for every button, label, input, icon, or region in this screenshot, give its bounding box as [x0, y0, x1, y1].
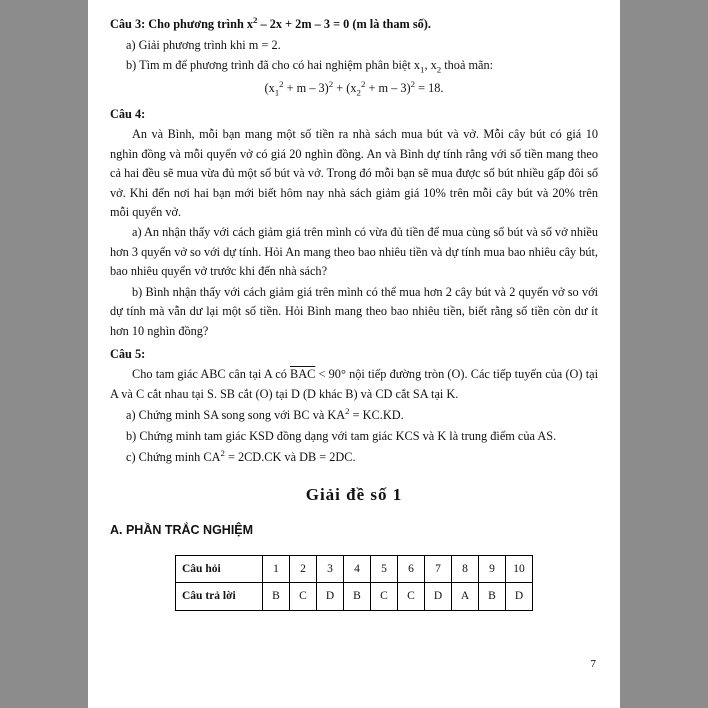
page-content: [110, 14, 598, 611]
row-label-question: Câu hỏi: [176, 556, 263, 583]
answer-cell: D: [425, 583, 452, 610]
row-label-answer: Câu trả lời: [176, 583, 263, 610]
question-3-part-a: a) Giải phương trình khi m = 2.: [126, 37, 281, 52]
question-number-cell: 9: [479, 556, 506, 583]
question-4-part-a: a) An nhận thấy với cách giảm giá trên mình có vừa đủ tiền để mua cùng số bút và số vở nhiều hơn 3 quyển vở so với dự tính. Hỏi An mang theo bao nhiêu tiền và dự tính mua bao nhiêu cây bút, bao nhiêu quyển vở trước khi đến nhà sách?: [110, 225, 598, 279]
question-number-cell: 7: [425, 556, 452, 583]
question-5-part-a: a) Chứng minh SA song song với BC và $KA^2 = KC.KD$.: [126, 406, 404, 423]
solution-title: Giải đề số 1: [305, 484, 403, 504]
table-row-answers: [176, 583, 533, 610]
question-4-paragraph-1: An và Bình, mỗi bạn mang một số tiền ra nhà sách mua bút và vở. Mỗi cây bút có giá 10 nghìn đồng và mỗi quyển vở có giá 20 nghìn đồng. An và Bình dự tính rằng với số tiền mang theo cả hai đều sẽ mua vừa đủ một số bút và vở. Trong đó mỗi bạn sẽ mua được số bút nhiều gấp đôi số vở. Khi đến nơi hai bạn mới biết hôm nay nhà sách giảm giá 10% trên mỗi cây bút và 20% trên mỗi quyển vở.: [110, 127, 598, 220]
answer-cell: D: [317, 583, 344, 610]
answer-cell: A: [452, 583, 479, 610]
question-number-cell: 6: [398, 556, 425, 583]
question-5-heading: Câu 5:: [110, 346, 146, 361]
table-row-questions: [176, 556, 533, 583]
answer-key-table: [175, 555, 533, 610]
question-number-cell: 2: [290, 556, 317, 583]
question-5-part-c: c) Chứng minh $CA^2 = 2CD.CK$ và DB = 2DC.: [126, 448, 356, 465]
angle-bac-notation: $\overline{BAC}$: [290, 367, 316, 382]
question-number-cell: 10: [506, 556, 533, 583]
answer-cell: B: [263, 583, 290, 610]
answer-cell: C: [398, 583, 425, 610]
question-3-part-b: b) Tìm m để phương trình đã cho có hai nghiệm phân biệt $x_1$, $x_2$ thoả mãn:: [126, 57, 494, 75]
answer-cell: C: [290, 583, 317, 610]
question-3-heading: Câu 3: Cho phương trình $x^2 - 2x + 2m - 3 = 0$ (m là tham số).: [110, 15, 431, 32]
question-number-cell: 4: [344, 556, 371, 583]
question-number-cell: 3: [317, 556, 344, 583]
page-number: 7: [590, 658, 596, 670]
question-4-part-b: b) Bình nhận thấy với cách giảm giá trên mình có thể mua hơn 2 cây bút và 2 quyển vở so với dự tính mà vẫn dư lại một số tiền. Hỏi Bình mang theo bao nhiêu tiền, biết rằng số tiền còn dư ít hơn 10 nghìn đồng?: [110, 284, 598, 338]
question-5-paragraph-1: Cho tam giác ABC cân tại A có $\overline{BAC} < 90^\circ$ nội tiếp đường tròn (O). Các tiếp tuyến của (O) tại A và C cắt nhau tại S. SB cắt (O) tại D (D khác B) và CD cắt SA tại K.: [110, 367, 598, 401]
document-page: [88, 0, 620, 708]
question-3-formula: $(x_1^2 + m - 3)^2 + (x_2^2 + m - 3)^2 = 18$.: [264, 79, 444, 98]
question-5-part-b: b) Chứng minh tam giác KSD đồng dạng với tam giác KCS và K là trung điểm của AS.: [126, 428, 557, 443]
question-number-cell: 5: [371, 556, 398, 583]
answer-cell: D: [506, 583, 533, 610]
answer-cell: C: [371, 583, 398, 610]
question-number-cell: 1: [263, 556, 290, 583]
question-number-cell: 8: [452, 556, 479, 583]
question-4-heading: Câu 4:: [110, 106, 146, 121]
section-heading-multiple-choice: A. PHẦN TRẮC NGHIỆM: [110, 522, 254, 537]
answer-cell: B: [344, 583, 371, 610]
answer-cell: B: [479, 583, 506, 610]
